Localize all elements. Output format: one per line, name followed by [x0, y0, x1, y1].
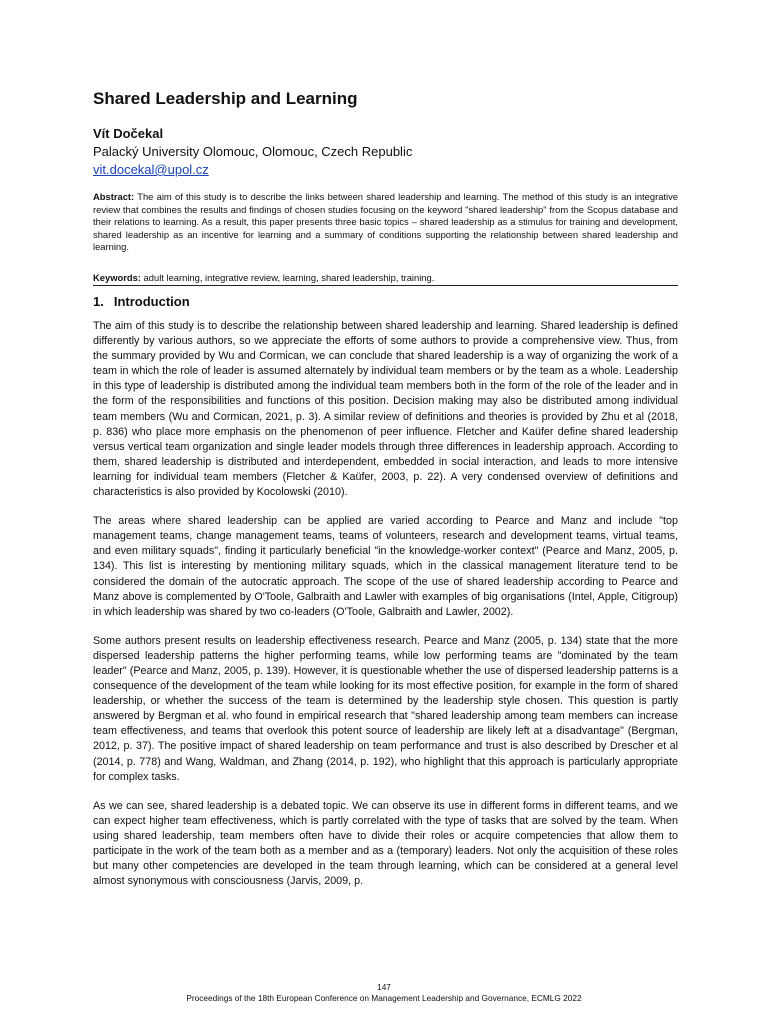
paper-title: Shared Leadership and Learning	[93, 89, 358, 108]
page-number: 147	[377, 982, 391, 992]
author-email-link[interactable]: vit.docekal@upol.cz	[93, 162, 209, 177]
keywords-text: adult learning, integrative review, learning, shared leadership, training.	[143, 272, 435, 283]
abstract	[93, 191, 678, 254]
abstract-text: The aim of this study is to describe the links between shared leadership and learning. The method of this study is an integrative review that combines the results and findings of chosen studies focusing on the keyword "shared leadership" from the Scopus database and their relations to learning. As a result, this paper presents three basic topics – shared leadership as a stimulus for training and development, shared leadership as an incentive for learning and a summary of conditions supporting the relationship between shared leadership and learning.	[93, 191, 678, 252]
keywords	[93, 272, 678, 285]
body-paragraph-3: Some authors present results on leadership effectiveness research. Pearce and Manz (2005, p. 134) state that the more dispersed leadership patterns the higher performing teams, while low performing teams are "dominated by the team leader" (Pearce and Manz, 2005, p. 139). However, it is questionable whether the use of dispersed leadership patterns is a consequence of the development of the team while looking for its most effective position, for example in the form of shared leadership, or whether the success of the team is determined by the leadership style chosen. This question is partly answered by Bergman et al. who found in empirical research that "shared leadership among team members can increase team effectiveness, and teams that overlook this potent source of leadership are likely left at a disadvantage" (Bergman, 2012, p. 37). The positive impact of shared leadership on team performance and trust is also described by Drescher et al (2014, p. 778) and Wang, Waldman, and Zhang (2014, p. 192), who highlight that this approach is particularly appropriate for complex tasks.	[93, 634, 678, 783]
body-paragraph-1: The aim of this study is to describe the relationship between shared leadership and learning. Shared leadership is defined differently by various authors, so we appreciate the efforts of some authors to provide a comprehensive view. Thus, from the summary provided by Wu and Cormican, we can conclude that shared leadership is a way of organizing the work of a team in which the role of leader is assumed alternately by individual team members or by the team as a whole. Leadership in this type of leadership is distributed among the individual team members both in the form of the role of the leader and in the form of the responsibilities and functions of this position. Decision making may also be distributed among individual team members (Wu and Cormican, 2021, p. 3). A similar review of definitions and theories is provided by Zhu et al (2018, p. 836) who place more emphasis on the phenomenon of peer influence. Fletcher and Kaüfer define shared leadership versus vertical team organization and single leader models through three differences in leadership approach. According to them, shared leadership is distributed and interdependent, embedded in social interaction, and leads to more intensive learning for individual team members (Fletcher & Kaüfer, 2003, p. 22). A very condensed overview of definitions and characteristics is also provided by Kocolowski (2010).	[93, 320, 678, 499]
section-number: 1.	[93, 294, 104, 309]
body-paragraph-2: The areas where shared leadership can be applied are varied according to Pearce and Manz and include "top management teams, change management teams, teams of volunteers, research and development teams, virtual teams, and even military squads", finding it particularly beneficial "in the knowledge-worker context" (Pearce and Manz, 2005, p. 134). This list is interesting by mentioning military squads, which in the classical management literature tend to be considered the domain of the autocratic approach. The scope of the use of shared leadership according to Pearce and Manz above is complemented by O'Toole, Galbraith and Lawler with examples of big organisations (Intel, Apple, Citigroup) in which leadership was shared by two co-leaders (O'Toole, Galbraith and Lawler, 2002).	[93, 515, 678, 618]
section-divider	[93, 285, 678, 286]
section-heading-introduction	[93, 294, 190, 309]
proceedings-footer: Proceedings of the 18th European Conference on Management Leadership and Governance, ECMLG 2022	[186, 993, 582, 1003]
author-affiliation: Palacký University Olomouc, Olomouc, Czech Republic	[93, 144, 413, 159]
section-body	[93, 319, 678, 903]
author-name: Vít Dočekal	[93, 126, 164, 141]
keywords-label: Keywords:	[93, 272, 141, 283]
body-paragraph-4: As we can see, shared leadership is a debated topic. We can observe its use in different forms in different teams, and we can expect higher team effectiveness, which is partly correlated with the type of tasks that are solved by the team. When using shared leadership, team members often have to divide their roles or acquire competencies that allow them to participate in the work of the team both as a member and as a (temporary) leaders. Not only the acquisition of these roles but many other competencies are developed in the team through learning, which can be considered at a general level almost synonymous with consciousness (Jarvis, 2009, p.	[93, 799, 678, 888]
abstract-label: Abstract:	[93, 191, 135, 202]
section-title: Introduction	[113, 294, 190, 309]
